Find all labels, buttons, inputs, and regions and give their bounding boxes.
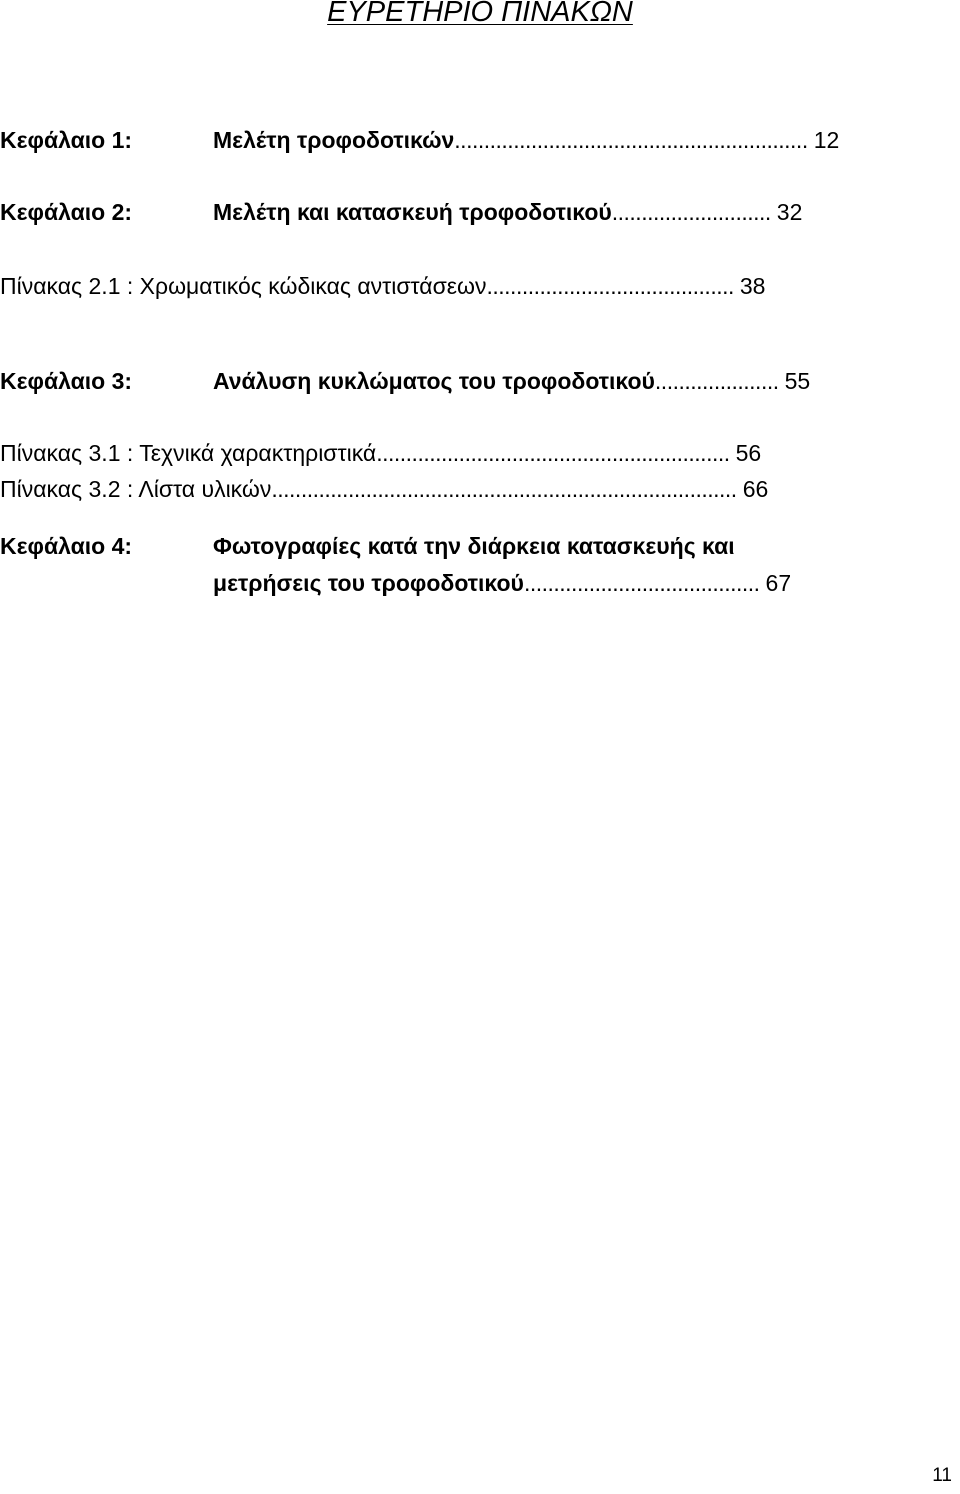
leader-dots: ............................................................................... xyxy=(271,476,737,502)
leader-dots: .......................................... xyxy=(486,273,734,299)
chapter-title: Ανάλυση κυκλώματος του τροφοδοτικού xyxy=(213,368,655,394)
leader-dots: ..................... xyxy=(654,368,779,394)
chapter-title: Μελέτη τροφοδοτικών xyxy=(213,127,455,153)
toc-entry-chapter-4 xyxy=(0,531,960,601)
leader-dots: ............................................................ xyxy=(454,127,808,153)
page-ref: 12 xyxy=(813,127,840,153)
toc-entry-table-2-1 xyxy=(0,271,765,301)
page-ref: 38 xyxy=(739,273,766,299)
toc-entry-table-3-1 xyxy=(0,438,761,468)
leader-dots: ............................................................ xyxy=(376,440,730,466)
chapter-title-continued: μετρήσεις του τροφοδοτικού xyxy=(213,570,524,596)
chapter-label: Κεφάλαιο 4: xyxy=(0,533,133,559)
chapter-label: Κεφάλαιο 2: xyxy=(0,199,133,225)
page-ref: 66 xyxy=(742,476,769,502)
leader-dots: ........................................ xyxy=(523,570,760,596)
chapter-title-line xyxy=(213,568,791,598)
chapter-title: Μελέτη και κατασκευή τροφοδοτικού xyxy=(213,199,612,225)
chapter-title-line xyxy=(213,366,810,396)
chapter-title: Φωτογραφίες κατά την διάρκεια κατασκευής και xyxy=(213,533,735,559)
chapter-title-line xyxy=(213,125,839,155)
page-ref: 67 xyxy=(765,570,792,596)
table-title: Πίνακας 2.1 : Χρωματικός κώδικας αντιστάσεων xyxy=(0,273,487,299)
chapter-label: Κεφάλαιο 3: xyxy=(0,368,133,394)
page-ref: 56 xyxy=(735,440,762,466)
toc-entry-table-3-2 xyxy=(0,474,768,504)
toc-entry-chapter-2 xyxy=(0,197,960,227)
page-number: 11 xyxy=(932,1465,952,1486)
toc-entry-chapter-1 xyxy=(0,125,960,155)
chapter-title-line xyxy=(213,197,802,227)
toc-entry-chapter-3 xyxy=(0,366,960,396)
page-title: ΕΥΡΕΤΗΡΙΟ ΠΙΝΑΚΩΝ xyxy=(327,0,633,28)
leader-dots: ........................... xyxy=(611,199,771,225)
table-title: Πίνακας 3.2 : Λίστα υλικών xyxy=(0,476,272,502)
page-ref: 32 xyxy=(776,199,803,225)
page-ref: 55 xyxy=(784,368,811,394)
table-title: Πίνακας 3.1 : Τεχνικά χαρακτηριστικά xyxy=(0,440,377,466)
chapter-label: Κεφάλαιο 1: xyxy=(0,127,133,153)
